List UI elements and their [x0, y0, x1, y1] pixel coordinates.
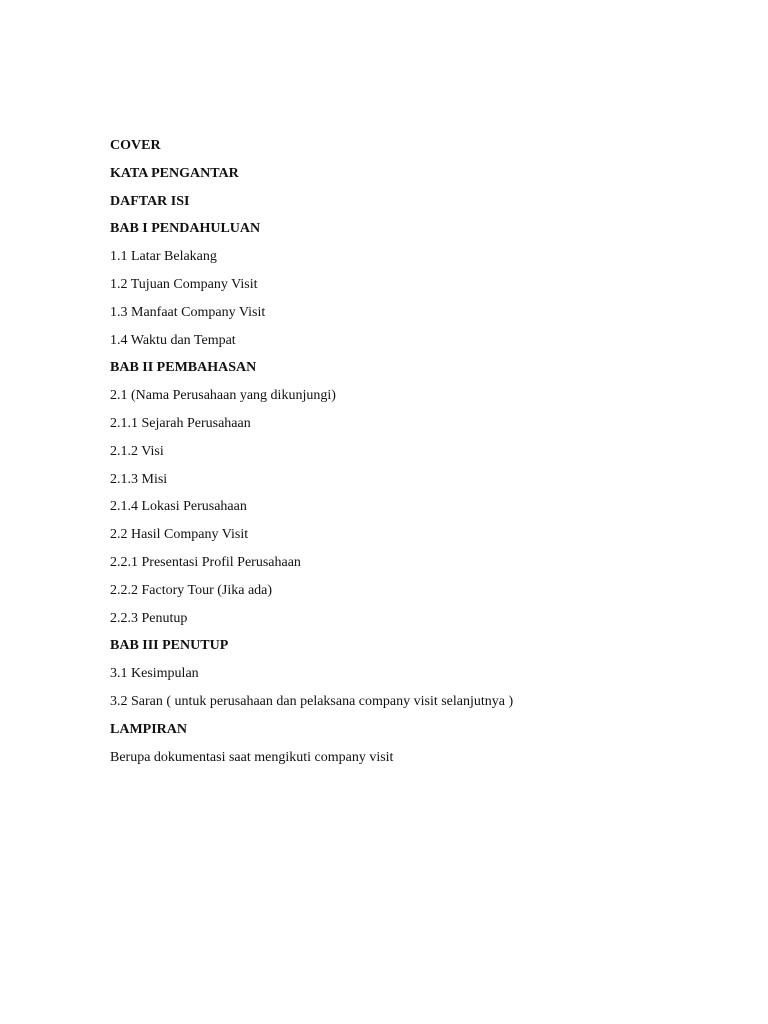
outline-line-2-2-1: 2.2.1 Presentasi Profil Perusahaan	[110, 554, 301, 570]
outline-line-2-1: 2.1 (Nama Perusahaan yang dikunjungi)	[110, 388, 336, 404]
outline-line-1-2: 1.2 Tujuan Company Visit	[110, 276, 258, 292]
document-outline	[110, 132, 513, 771]
outline-line-2-2-2: 2.2.2 Factory Tour (Jika ada)	[110, 582, 273, 598]
outline-line-bab-3: BAB III PENUTUP	[110, 638, 229, 654]
outline-line-lampiran-desc: Berupa dokumentasi saat mengikuti company visit	[110, 749, 394, 765]
outline-line-2-1-4: 2.1.4 Lokasi Perusahaan	[110, 499, 247, 515]
outline-line-3-2: 3.2 Saran ( untuk perusahaan dan pelaksana company visit selanjutnya )	[110, 693, 514, 709]
outline-line-lampiran: LAMPIRAN	[110, 721, 187, 737]
outline-line-2-1-2: 2.1.2 Visi	[110, 443, 164, 459]
outline-line-1-4: 1.4 Waktu dan Tempat	[110, 332, 236, 348]
outline-line-bab-2: BAB II PEMBAHASAN	[110, 360, 257, 376]
outline-line-cover: COVER	[110, 138, 161, 153]
outline-line-2-1-1: 2.1.1 Sejarah Perusahaan	[110, 415, 251, 431]
outline-line-kata-pengantar: KATA PENGANTAR	[110, 165, 239, 181]
outline-line-2-2: 2.2 Hasil Company Visit	[110, 527, 249, 543]
outline-line-3-1: 3.1 Kesimpulan	[110, 666, 199, 682]
outline-line-2-1-3: 2.1.3 Misi	[110, 471, 168, 487]
outline-line-bab-1: BAB I PENDAHULUAN	[110, 221, 261, 237]
outline-line-daftar-isi: DAFTAR ISI	[110, 193, 190, 209]
outline-line-1-3: 1.3 Manfaat Company Visit	[110, 304, 266, 320]
outline-line-1-1: 1.1 Latar Belakang	[110, 249, 217, 265]
outline-line-2-2-3: 2.2.3 Penutup	[110, 610, 188, 626]
